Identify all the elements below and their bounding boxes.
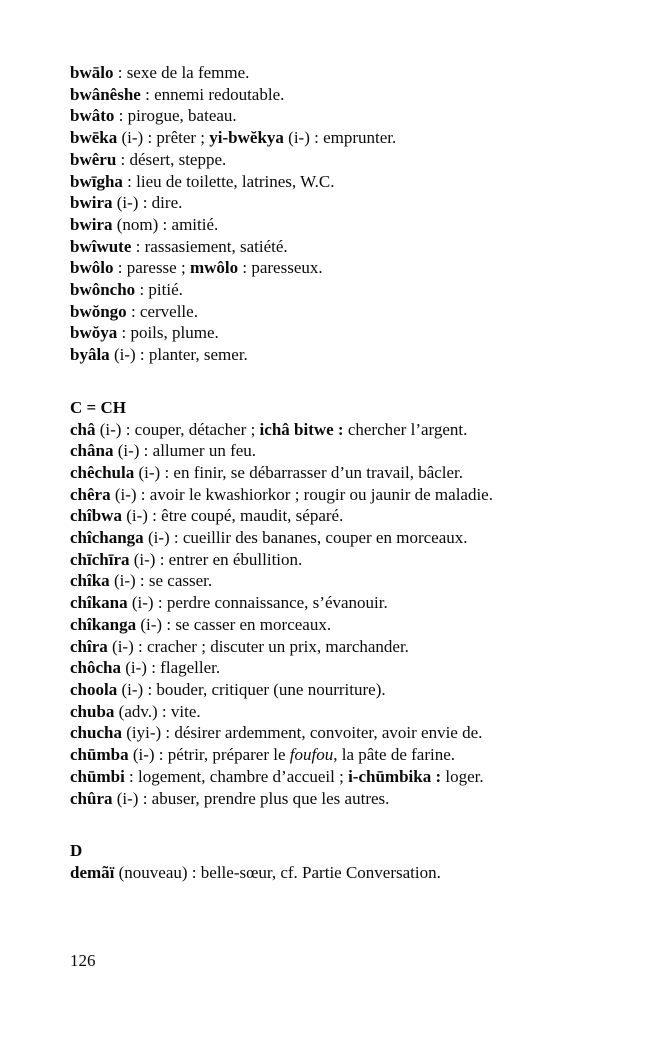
dictionary-entry bbox=[70, 862, 636, 884]
headword: bwŏya bbox=[70, 323, 118, 343]
dictionary-entry bbox=[70, 127, 636, 149]
dictionary-entry bbox=[70, 527, 636, 549]
headword: chîchanga bbox=[70, 528, 144, 548]
dictionary-entry bbox=[70, 279, 636, 301]
dictionary-entry bbox=[70, 84, 636, 106]
headword: bwôncho bbox=[70, 280, 136, 300]
dictionary-entry bbox=[70, 592, 636, 614]
definition-text: (iyi-) : désirer ardemment, convoiter, avoir envie de. bbox=[121, 723, 483, 743]
definition-text: (i-) : flageller. bbox=[121, 658, 221, 678]
dictionary-entry bbox=[70, 62, 636, 84]
dictionary-entry bbox=[70, 322, 636, 344]
dictionary-entry bbox=[70, 570, 636, 592]
headword: yi-bwĕkya bbox=[209, 128, 284, 148]
dictionary-entry bbox=[70, 301, 636, 323]
headword: bwâto bbox=[70, 106, 115, 126]
definition-text: : rassasiement, satiété. bbox=[131, 236, 288, 256]
definition-text: (i-) : entrer en ébullition. bbox=[129, 549, 303, 569]
headword: chîra bbox=[70, 636, 108, 656]
headword: bwôlo bbox=[70, 258, 114, 278]
definition-text: : logement, chambre d’accueil ; bbox=[124, 766, 349, 786]
dictionary-entry bbox=[70, 171, 636, 193]
dictionary-entry bbox=[70, 257, 636, 279]
dictionary-entry bbox=[70, 440, 636, 462]
dictionary-entry bbox=[70, 344, 636, 366]
definition-text: (i-) : planter, semer. bbox=[109, 345, 248, 365]
definition-text: (i-) : abuser, prendre plus que les autres. bbox=[112, 788, 390, 808]
headword: bwânêshe bbox=[70, 84, 141, 104]
dictionary-entry bbox=[70, 105, 636, 127]
definition-text: (i-) : cueillir des bananes, couper en morceaux. bbox=[143, 528, 468, 548]
section-heading: C = CH bbox=[70, 397, 126, 417]
definition-text: (adv.) : vite. bbox=[114, 701, 201, 721]
headword: chūmbi bbox=[70, 766, 125, 786]
definition-text: (i-) : cracher ; discuter un prix, marchander. bbox=[107, 636, 409, 656]
definition-text: (i-) : prêter ; bbox=[117, 128, 210, 148]
dictionary-entry bbox=[70, 679, 636, 701]
definition-text: (i-) : se casser en morceaux. bbox=[136, 614, 332, 634]
dictionary-entry bbox=[70, 462, 636, 484]
section-heading: D bbox=[70, 841, 83, 861]
headword: bwīgha bbox=[70, 171, 123, 191]
headword: chûra bbox=[70, 788, 113, 808]
definition-text: (i-) : pétrir, préparer le bbox=[128, 745, 290, 765]
dictionary-entry bbox=[70, 505, 636, 527]
headword: chîbwa bbox=[70, 506, 122, 526]
definition-text: (i-) : emprunter. bbox=[283, 128, 397, 148]
dictionary-entry bbox=[70, 484, 636, 506]
definition-text: : poils, plume. bbox=[117, 323, 219, 343]
definition-text: (i-) : être coupé, maudit, séparé. bbox=[121, 506, 344, 526]
section bbox=[70, 840, 636, 883]
definition-text: (i-) : avoir le kwashiorkor ; rougir ou jaunir de maladie. bbox=[110, 484, 493, 504]
dictionary-entry bbox=[70, 192, 636, 214]
headword: bwālo bbox=[70, 63, 114, 82]
headword: chuba bbox=[70, 701, 115, 721]
headword: bwêru bbox=[70, 149, 117, 169]
headword: chêchula bbox=[70, 462, 135, 482]
definition-text: : cervelle. bbox=[126, 301, 198, 321]
definition-text: : pirogue, bateau. bbox=[114, 106, 237, 126]
definition-text: (i-) : bouder, critiquer (une nourriture). bbox=[117, 679, 386, 699]
section bbox=[70, 397, 636, 809]
headword: bwŏngo bbox=[70, 301, 127, 321]
dictionary-entry bbox=[70, 636, 636, 658]
definition-text: (i-) : en finir, se débarrasser d’un travail, bâcler. bbox=[134, 462, 464, 482]
headword: bwēka bbox=[70, 128, 118, 148]
headword: bwira bbox=[70, 193, 113, 213]
dictionary-entry bbox=[70, 766, 636, 788]
headword: i-chūmbika : bbox=[348, 766, 442, 786]
headword: mwôlo bbox=[189, 258, 239, 278]
definition-text: (i-) : perdre connaissance, s’évanouir. bbox=[127, 593, 388, 613]
headword: chucha bbox=[70, 723, 122, 743]
definition-text: (i-) : couper, détacher ; bbox=[95, 419, 260, 439]
italic-term: foufou bbox=[289, 745, 334, 765]
definition-text: (i-) : se casser. bbox=[109, 571, 213, 591]
definition-text: : pitié. bbox=[135, 280, 183, 300]
definition-text: (i-) : allumer un feu. bbox=[113, 441, 257, 461]
headword: châna bbox=[70, 441, 114, 461]
definition-text: : paresse ; bbox=[113, 258, 190, 278]
definition-text: (nouveau) : belle-sœur, cf. Partie Conversation. bbox=[114, 862, 441, 882]
dictionary-entry bbox=[70, 419, 636, 441]
dictionary-entry bbox=[70, 701, 636, 723]
entries-container bbox=[70, 62, 636, 884]
dictionary-entry bbox=[70, 236, 636, 258]
headword: chîkanga bbox=[70, 614, 137, 634]
definition-text: (i-) : dire. bbox=[112, 193, 183, 213]
section bbox=[70, 62, 636, 366]
dictionary-entry bbox=[70, 149, 636, 171]
page-number: 126 bbox=[70, 951, 96, 970]
definition-text: chercher l’argent. bbox=[343, 419, 468, 439]
dictionary-entry bbox=[70, 788, 636, 810]
dictionary-entry bbox=[70, 549, 636, 571]
headword: ichâ bitwe : bbox=[259, 419, 344, 439]
dictionary-entry bbox=[70, 614, 636, 636]
definition-text: (nom) : amitié. bbox=[112, 214, 219, 234]
headword: chôcha bbox=[70, 658, 121, 678]
definition-text: : lieu de toilette, latrines, W.C. bbox=[122, 171, 335, 191]
definition-text: : ennemi redoutable. bbox=[140, 84, 285, 104]
definition-text: loger. bbox=[441, 766, 484, 786]
headword: bwîwute bbox=[70, 236, 132, 256]
headword: byâla bbox=[70, 345, 110, 365]
definition-text: : paresseux. bbox=[238, 258, 323, 278]
definition-text: , la pâte de farine. bbox=[333, 745, 455, 765]
dictionary-entry bbox=[70, 744, 636, 766]
headword: choola bbox=[70, 679, 118, 699]
headword: chêra bbox=[70, 484, 111, 504]
dictionary-entry bbox=[70, 214, 636, 236]
dictionary-entry bbox=[70, 722, 636, 744]
headword: chīchīra bbox=[70, 549, 130, 569]
dictionary-entry bbox=[70, 657, 636, 679]
headword: chūmba bbox=[70, 745, 129, 765]
headword: bwira bbox=[70, 214, 113, 234]
headword: chîkana bbox=[70, 593, 128, 613]
definition-text: : désert, steppe. bbox=[116, 149, 227, 169]
headword: châ bbox=[70, 419, 96, 439]
definition-text: : sexe de la femme. bbox=[113, 63, 250, 82]
headword: demãï bbox=[70, 862, 115, 882]
headword: chîka bbox=[70, 571, 110, 591]
